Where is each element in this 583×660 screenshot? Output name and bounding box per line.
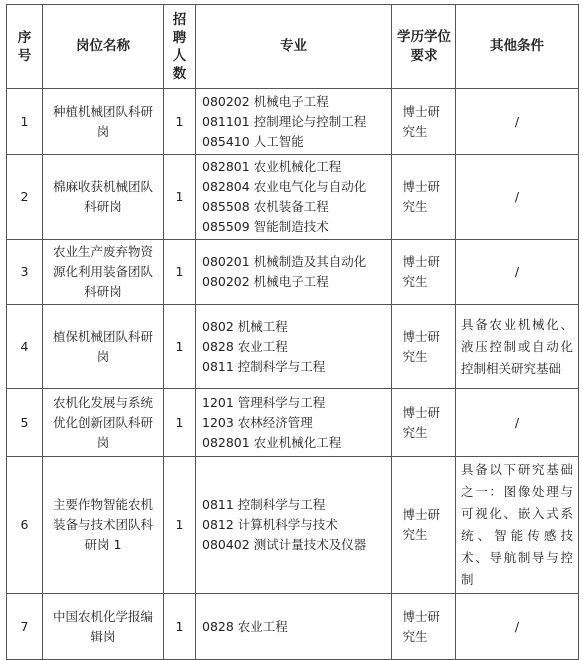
degree-text: 博士研究生 bbox=[402, 328, 441, 364]
table-row bbox=[7, 594, 579, 660]
degree-text: 博士研究生 bbox=[402, 608, 441, 644]
header-index: 序号 bbox=[7, 5, 43, 89]
row-degree bbox=[392, 240, 456, 305]
major-item: 0811 控制科学与工程 bbox=[202, 358, 326, 374]
row-quota: 1 bbox=[164, 305, 196, 389]
major-item: 1203 农林经济管理 bbox=[202, 414, 313, 430]
row-majors bbox=[196, 389, 392, 457]
degree-text: 博士研究生 bbox=[402, 179, 441, 214]
header-other: 其他条件 bbox=[456, 5, 579, 89]
table-row bbox=[7, 155, 579, 240]
major-item: 085509 智能制造技术 bbox=[202, 219, 329, 234]
row-position: 植保机械团队科研岗 bbox=[43, 305, 164, 389]
row-position: 主要作物智能农机装备与技术团队科研岗 1 bbox=[43, 457, 164, 594]
major-item: 081101 控制理论与控制工程 bbox=[202, 113, 367, 129]
major-item: 0811 控制科学与工程 bbox=[202, 497, 326, 512]
major-item: 0828 农业工程 bbox=[202, 338, 288, 354]
row-position: 种植机械团队科研岗 bbox=[43, 89, 164, 155]
row-position: 棉麻收获机械团队科研岗 bbox=[43, 155, 164, 240]
row-index: 4 bbox=[7, 305, 43, 389]
degree-text: 博士研究生 bbox=[402, 254, 441, 289]
row-index: 6 bbox=[7, 457, 43, 594]
major-item: 080202 机械电子工程 bbox=[202, 93, 329, 109]
row-quota: 1 bbox=[164, 457, 196, 594]
header-row bbox=[7, 5, 579, 89]
major-item: 080402 测试计量技术及仪器 bbox=[202, 537, 367, 552]
major-item: 080202 机械电子工程 bbox=[202, 274, 329, 289]
row-degree bbox=[392, 389, 456, 457]
header-major: 专业 bbox=[196, 5, 392, 89]
degree-text: 博士研究生 bbox=[402, 404, 441, 440]
row-degree bbox=[392, 594, 456, 660]
row-other: 具备农业机械化、液压控制或自动化控制相关研究基础 bbox=[456, 305, 579, 389]
major-item: 082801 农业机械化工程 bbox=[202, 159, 342, 174]
row-position: 中国农机化学报编辑岗 bbox=[43, 594, 164, 660]
row-other: / bbox=[456, 155, 579, 240]
row-majors bbox=[196, 305, 392, 389]
major-item: 085410 人工智能 bbox=[202, 133, 304, 149]
row-other: / bbox=[456, 240, 579, 305]
header-quota: 招聘人数 bbox=[164, 5, 196, 89]
degree-text: 博士研究生 bbox=[402, 103, 441, 139]
table-row bbox=[7, 389, 579, 457]
row-majors bbox=[196, 594, 392, 660]
row-majors bbox=[196, 89, 392, 155]
header-degree: 学历学位要求 bbox=[392, 5, 456, 89]
table-row bbox=[7, 457, 579, 594]
table-row bbox=[7, 305, 579, 389]
row-index: 2 bbox=[7, 155, 43, 240]
major-item: 080201 机械制造及其自动化 bbox=[202, 254, 367, 269]
major-item: 0828 农业工程 bbox=[202, 618, 288, 634]
row-index: 5 bbox=[7, 389, 43, 457]
row-index: 7 bbox=[7, 594, 43, 660]
row-quota: 1 bbox=[164, 240, 196, 305]
row-quota: 1 bbox=[164, 155, 196, 240]
row-degree bbox=[392, 89, 456, 155]
row-quota: 1 bbox=[164, 389, 196, 457]
row-other: 具备以下研究基础之一：图像处理与可视化、嵌入式系统、智能传感技术、导航制导与控制 bbox=[456, 457, 579, 594]
job-table bbox=[6, 4, 579, 660]
header-position: 岗位名称 bbox=[43, 5, 164, 89]
major-item: 1201 管理科学与工程 bbox=[202, 394, 326, 410]
row-degree bbox=[392, 457, 456, 594]
degree-text: 博士研究生 bbox=[402, 507, 441, 542]
row-position: 农机化发展与系统优化创新团队科研岗 bbox=[43, 389, 164, 457]
major-item: 085508 农机装备工程 bbox=[202, 199, 329, 214]
row-position: 农业生产废弃物资源化利用装备团队科研岗 bbox=[43, 240, 164, 305]
row-quota: 1 bbox=[164, 594, 196, 660]
table-row bbox=[7, 240, 579, 305]
row-other: / bbox=[456, 89, 579, 155]
row-index: 1 bbox=[7, 89, 43, 155]
major-item: 082804 农业电气化与自动化 bbox=[202, 179, 367, 194]
major-item: 082801 农业机械化工程 bbox=[202, 434, 342, 450]
row-other: / bbox=[456, 594, 579, 660]
row-index: 3 bbox=[7, 240, 43, 305]
row-degree bbox=[392, 305, 456, 389]
row-other: / bbox=[456, 389, 579, 457]
table-row bbox=[7, 89, 579, 155]
row-majors bbox=[196, 155, 392, 240]
major-item: 0812 计算机科学与技术 bbox=[202, 517, 338, 532]
row-quota: 1 bbox=[164, 89, 196, 155]
row-majors bbox=[196, 457, 392, 594]
major-item: 0802 机械工程 bbox=[202, 318, 288, 334]
row-degree bbox=[392, 155, 456, 240]
row-majors bbox=[196, 240, 392, 305]
